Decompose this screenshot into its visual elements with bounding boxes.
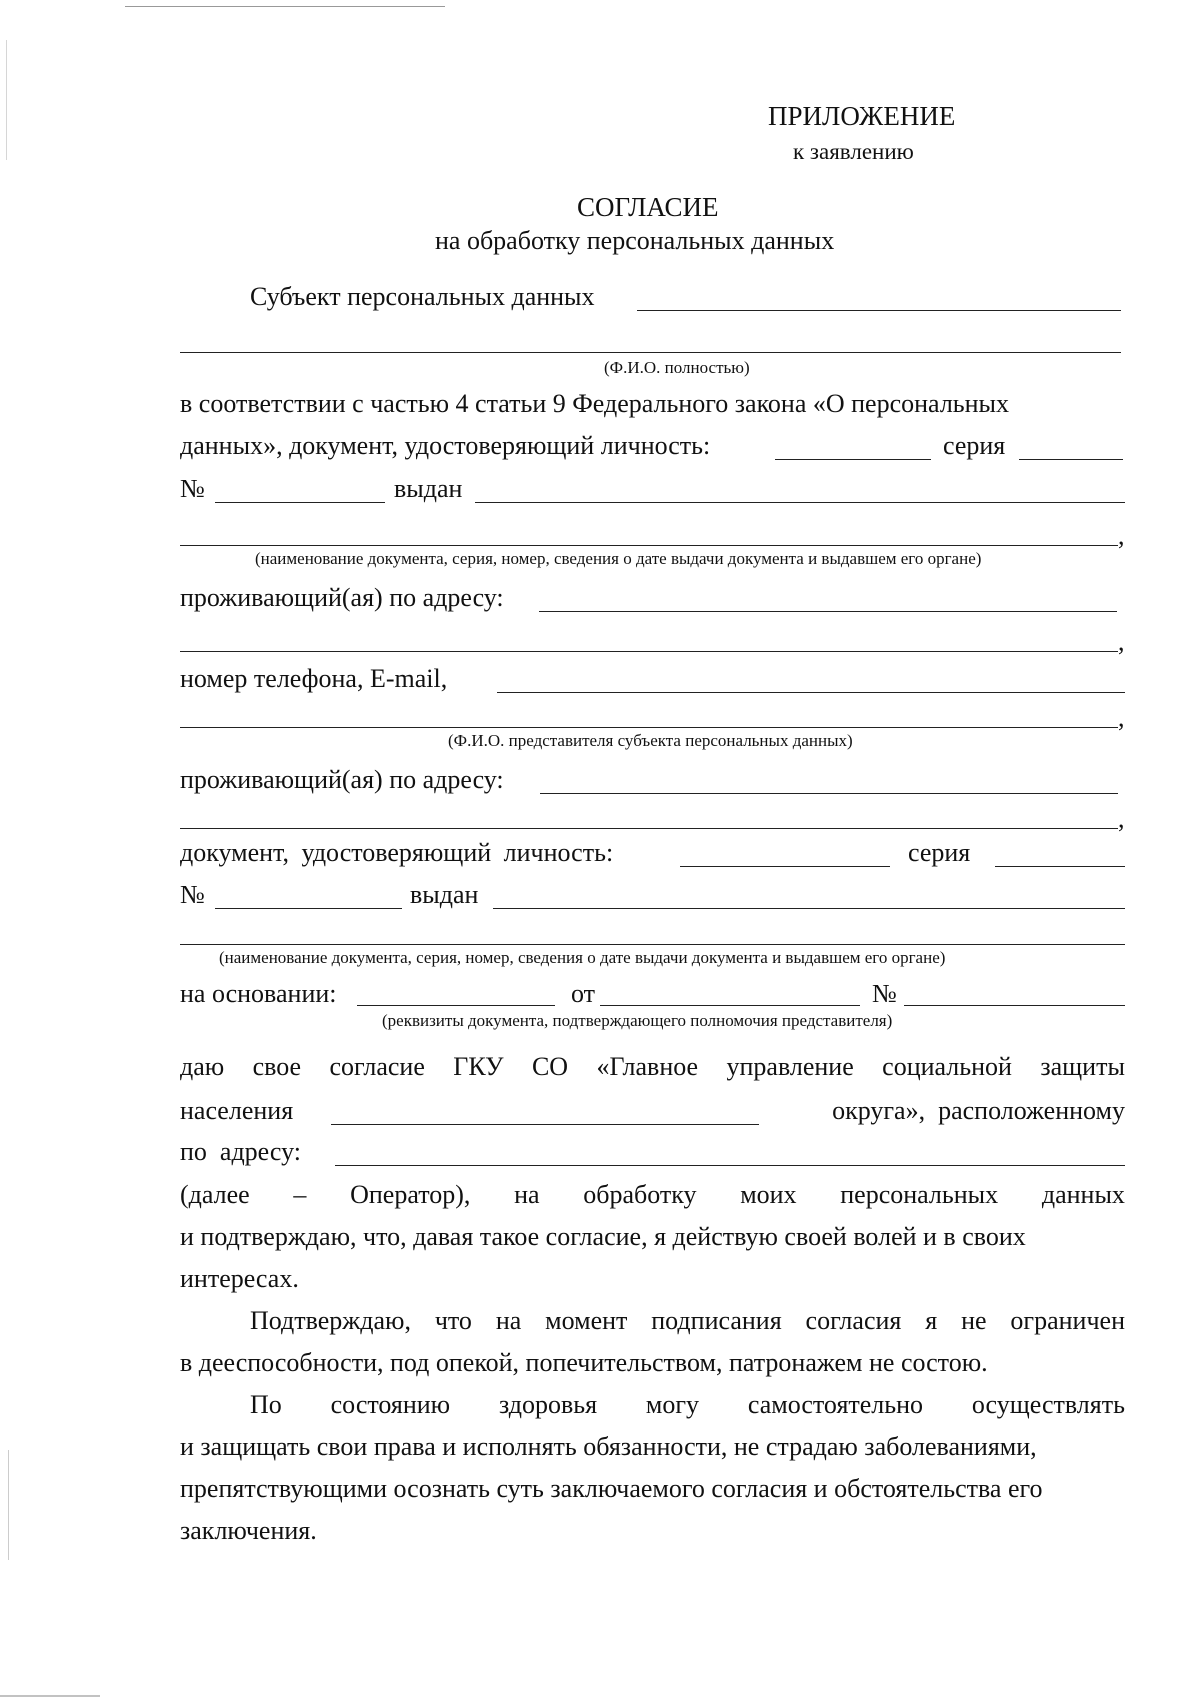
basis-number-field[interactable] xyxy=(904,1005,1125,1006)
representative-id-label: документ, удостоверяющий личность: xyxy=(180,838,614,867)
series-label: серия xyxy=(943,431,1006,460)
representative-series-field[interactable] xyxy=(995,866,1125,867)
subject-name-field-line2[interactable] xyxy=(180,352,1121,353)
scan-edge-line xyxy=(125,6,445,7)
id-document-type-field[interactable] xyxy=(775,459,931,460)
consent-district-text: округа», расположенному xyxy=(832,1096,1125,1125)
id-number-field[interactable] xyxy=(215,502,385,503)
word: даю xyxy=(180,1052,225,1081)
word: обработку xyxy=(583,1180,697,1209)
word: на xyxy=(514,1180,540,1209)
basis-caption: (реквизиты документа, подтверждающего полномочия представителя) xyxy=(382,1011,893,1030)
word: состоянию xyxy=(330,1390,451,1419)
operator-address-label: по адресу: xyxy=(180,1137,301,1166)
word: управление xyxy=(726,1052,854,1081)
word: на xyxy=(495,1306,522,1335)
word: согласие xyxy=(329,1052,425,1081)
number-label: № xyxy=(180,474,205,503)
document-subtitle: на обработку персональных данных xyxy=(435,226,835,255)
word: ГКУ xyxy=(453,1052,504,1081)
representative-document-caption: (наименование документа, серия, номер, сведения о дате выдачи документа и выдавшем его органе) xyxy=(219,948,946,967)
fio-caption: (Ф.И.О. полностью) xyxy=(604,358,750,377)
representative-id-type-field[interactable] xyxy=(680,866,890,867)
district-field[interactable] xyxy=(331,1124,759,1125)
word: моих xyxy=(740,1180,797,1209)
word: – xyxy=(293,1180,307,1209)
document-title: СОГЛАСИЕ xyxy=(577,192,719,222)
subject-label: Субъект персональных данных xyxy=(250,282,595,311)
capacity-paragraph-line-1 xyxy=(250,1306,1125,1336)
word: Оператор), xyxy=(350,1180,471,1209)
word: момент xyxy=(545,1306,628,1335)
address-label: проживающий(ая) по адресу: xyxy=(180,583,504,612)
basis-number-label: № xyxy=(872,979,897,1008)
appendix-subtitle: к заявлению xyxy=(793,139,914,164)
id-series-field[interactable] xyxy=(1019,459,1123,460)
address-field-line2[interactable] xyxy=(180,651,1118,652)
word: «Главное xyxy=(596,1052,699,1081)
basis-date-field[interactable] xyxy=(600,1005,860,1006)
word: По xyxy=(250,1390,282,1419)
id-document-label: данных», документ, удостоверяющий личность: xyxy=(180,431,711,460)
consent-line-1 xyxy=(180,1052,1125,1082)
word: (далее xyxy=(180,1180,250,1209)
scan-edge-line xyxy=(6,40,7,160)
word: самостоятельно xyxy=(747,1390,924,1419)
word: персональных xyxy=(840,1180,999,1209)
consent-line-6: интересах. xyxy=(180,1264,299,1293)
address-field[interactable] xyxy=(539,611,1117,612)
word: я xyxy=(925,1306,938,1335)
id-issued-field[interactable] xyxy=(475,502,1125,503)
scan-edge-line xyxy=(8,1450,9,1560)
representative-issued-field[interactable] xyxy=(493,908,1125,909)
law-reference-line: в соответствии с частью 4 статьи 9 Федерального закона «О персональных xyxy=(180,389,1010,418)
word: СО xyxy=(531,1052,569,1081)
consent-line-4 xyxy=(180,1180,1125,1210)
comma-mark: , xyxy=(1118,627,1125,656)
comma-mark: , xyxy=(1118,703,1125,732)
appendix-title: ПРИЛОЖЕНИЕ xyxy=(768,101,956,131)
issued-label: выдан xyxy=(394,474,463,503)
health-paragraph-line-4: заключения. xyxy=(180,1516,317,1545)
comma-mark: , xyxy=(1118,804,1125,833)
representative-number-field[interactable] xyxy=(215,908,402,909)
word: ограничен xyxy=(1010,1306,1125,1335)
word: здоровья xyxy=(498,1390,598,1419)
scan-edge-line xyxy=(0,1695,100,1697)
word: Подтверждаю, xyxy=(250,1306,411,1335)
basis-label: на основании: xyxy=(180,979,337,1008)
representative-name-field[interactable] xyxy=(180,727,1118,728)
document-caption: (наименование документа, серия, номер, сведения о дате выдачи документа и выдавшем его органе) xyxy=(255,549,982,568)
phone-email-field[interactable] xyxy=(497,692,1125,693)
representative-number-label: № xyxy=(180,880,205,909)
operator-address-field[interactable] xyxy=(335,1165,1125,1166)
representative-caption: (Ф.И.О. представителя субъекта персональных данных) xyxy=(448,731,853,750)
representative-address-field[interactable] xyxy=(540,793,1118,794)
health-paragraph-line-2: и защищать свои права и исполнять обязанности, не страдаю заболеваниями, xyxy=(180,1432,1037,1461)
health-paragraph-line-3: препятствующими осознать суть заключаемого согласия и обстоятельства его xyxy=(180,1474,1043,1503)
word: осуществлять xyxy=(971,1390,1125,1419)
representative-address-label: проживающий(ая) по адресу: xyxy=(180,765,504,794)
representative-address-field-line2[interactable] xyxy=(180,828,1118,829)
representative-issued-label: выдан xyxy=(410,880,479,909)
phone-email-label: номер телефона, E-mail, xyxy=(180,664,448,693)
representative-id-details-field[interactable] xyxy=(180,944,1125,945)
word: что xyxy=(434,1306,472,1335)
id-details-field[interactable] xyxy=(180,545,1118,546)
representative-series-label: серия xyxy=(908,838,971,867)
word: защиты xyxy=(1040,1052,1125,1081)
consent-line-5: и подтверждаю, что, давая такое согласие, я действую своей волей и в своих xyxy=(180,1222,1026,1251)
word: данных xyxy=(1041,1180,1125,1209)
word: социальной xyxy=(882,1052,1012,1081)
subject-name-field[interactable] xyxy=(637,310,1121,311)
word: не xyxy=(961,1306,987,1335)
basis-date-label: от xyxy=(571,979,596,1008)
capacity-paragraph-line-2: в дееспособности, под опекой, попечительством, патронажем не состою. xyxy=(180,1348,988,1377)
word: свое xyxy=(252,1052,302,1081)
word: подписания xyxy=(651,1306,782,1335)
consent-population-label: населения xyxy=(180,1096,294,1125)
word: согласия xyxy=(805,1306,902,1335)
word: могу xyxy=(645,1390,700,1419)
health-paragraph-line-1 xyxy=(250,1390,1125,1420)
comma-mark: , xyxy=(1118,521,1125,550)
basis-document-field[interactable] xyxy=(357,1005,555,1006)
